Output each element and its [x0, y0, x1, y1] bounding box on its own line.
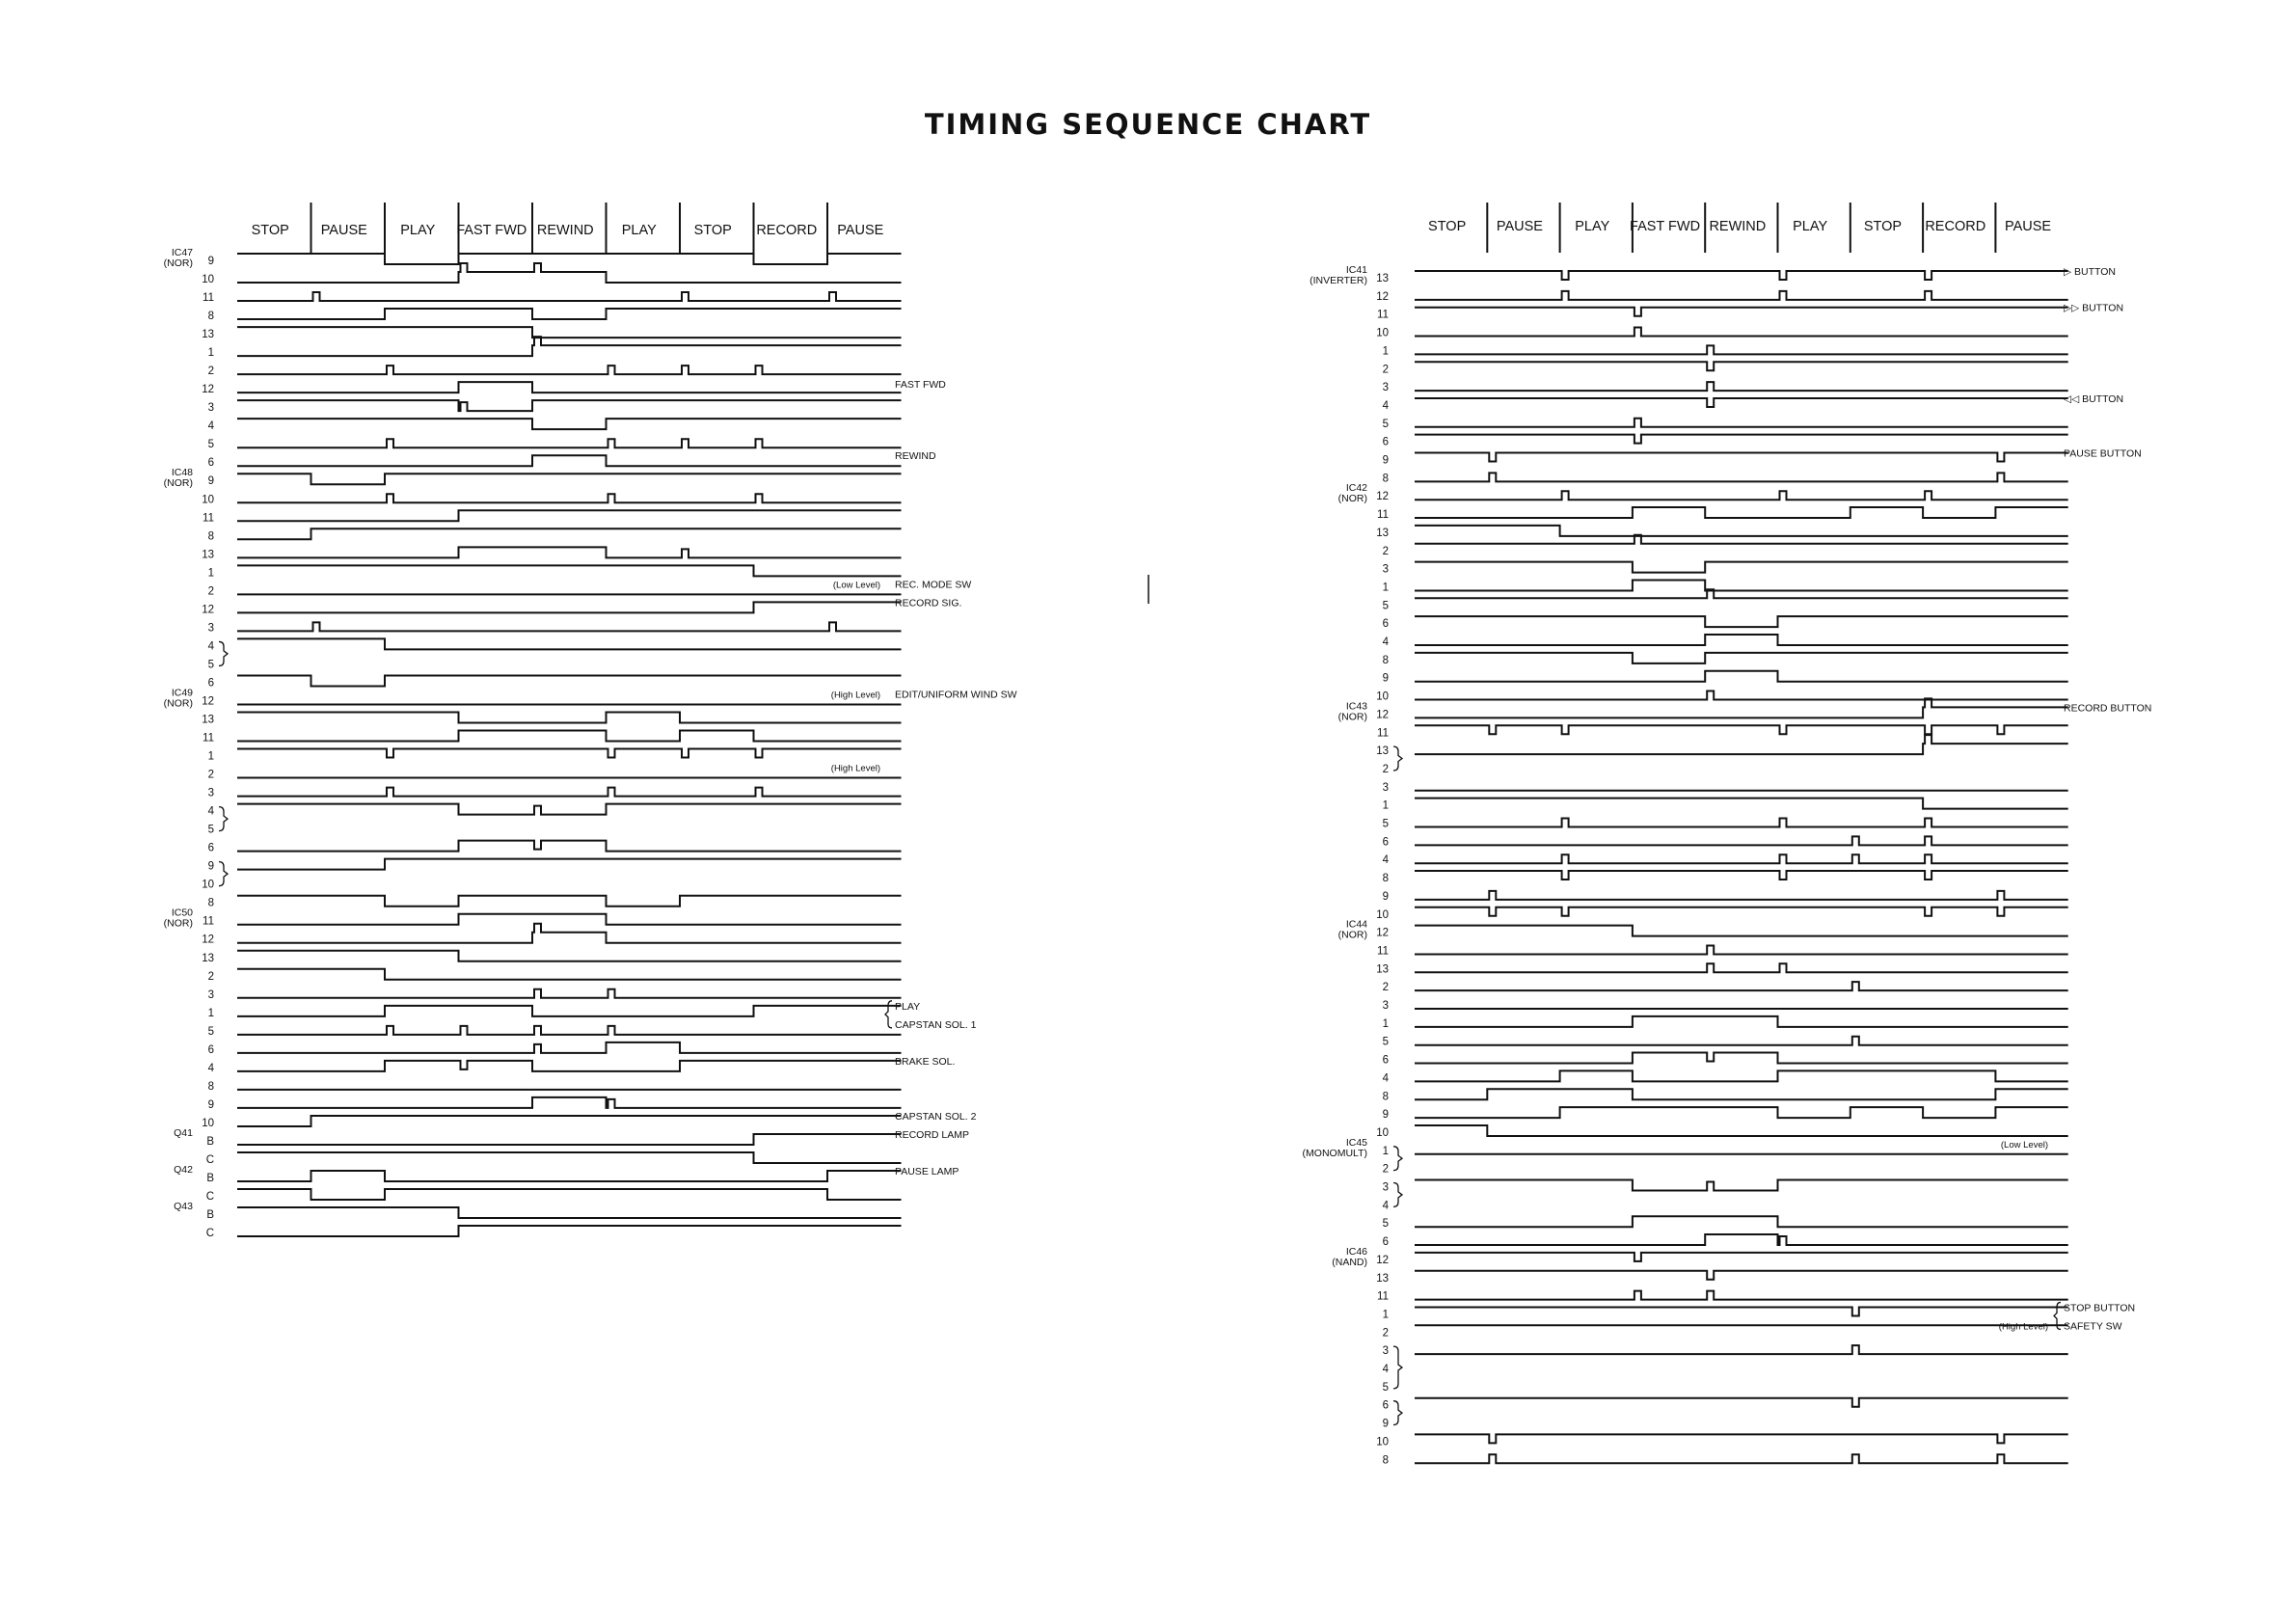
left_panel-signal-label: PAUSE LAMP	[895, 1166, 959, 1177]
left_panel-ic-label: IC50	[171, 907, 193, 919]
right_panel-signal-label: PAUSE BUTTON	[2064, 447, 2142, 460]
left_panel-pin-label: 4	[207, 805, 214, 818]
right_panel-pin-label: 2	[1382, 763, 1389, 775]
right_panel-pin-label: 8	[1382, 1091, 1389, 1103]
right_panel-waveform	[1415, 798, 2068, 809]
right_panel-waveform	[1415, 1107, 2068, 1118]
right_panel-waveform	[1415, 1271, 2068, 1280]
right_panel-pin-brace	[1393, 1183, 1402, 1207]
left_panel-pin-label: 2	[207, 769, 214, 781]
right_panel-pin-label: 10	[1376, 908, 1389, 921]
right_panel-waveform	[1415, 507, 2068, 518]
right_panel-pin-label: 2	[1382, 982, 1389, 994]
chart-title: TIMING SEQUENCE CHART	[924, 108, 1372, 141]
left_panel-state-9: PAUSE	[837, 223, 884, 238]
right_panel-pin-label: 3	[1382, 1345, 1389, 1358]
right_panel-pin-label: 5	[1382, 818, 1389, 830]
left_panel-waveform	[237, 254, 902, 264]
left_panel-signal-label: CAPSTAN SOL. 1	[895, 1018, 977, 1031]
left_panel-pin-label: 9	[207, 1098, 214, 1111]
left_panel-pin-label: 12	[202, 604, 214, 616]
right_panel-waveform	[1415, 382, 2068, 391]
left_panel-waveform	[237, 638, 902, 649]
right_panel-waveform	[1415, 945, 2068, 954]
right_panel-pin-label: 1	[1382, 1145, 1389, 1157]
left_panel-waveform	[237, 547, 902, 557]
left_panel-level-note: (Low Level)	[832, 580, 880, 591]
left_panel-pin-label: 5	[207, 824, 214, 836]
left_panel-pin-label: 2	[207, 365, 214, 378]
left_panel-pin-brace	[219, 641, 228, 665]
left_panel-waveform	[237, 455, 902, 466]
right_panel-pin-label: 1	[1382, 1017, 1389, 1030]
left_panel-waveform	[237, 924, 902, 943]
left_panel-ic-label: IC48	[171, 467, 193, 479]
left_panel-state-6: PLAY	[621, 223, 657, 238]
left_panel-pin-label: 13	[202, 329, 214, 341]
right_panel-signal-label: SAFETY SW	[2064, 1320, 2122, 1333]
right_panel-pin-label: 12	[1376, 290, 1389, 303]
right_panel-signal-label: RECORD BUTTON	[2064, 702, 2152, 715]
left_panel-signal-label: PLAY	[895, 1000, 921, 1013]
right_panel-waveform	[1415, 328, 2068, 337]
left_panel-ic-label: Q43	[174, 1201, 193, 1213]
left_panel-pin-label: 9	[207, 475, 214, 488]
right_panel-waveform	[1415, 491, 2068, 500]
right_panel-signal-label: ▷▷ BUTTON	[2064, 302, 2124, 314]
left_panel-waveform	[237, 1207, 902, 1218]
right_panel-state-1: STOP	[1428, 219, 1467, 234]
right_panel-waveform	[1415, 1253, 2068, 1261]
left_panel-pin-label: 10	[202, 494, 214, 506]
right_panel-waveform	[1415, 836, 2068, 845]
right_panel-pin-label: 2	[1382, 364, 1389, 376]
right_panel-waveform	[1415, 1070, 2068, 1081]
right_panel-waveform	[1415, 1125, 2068, 1136]
right_panel-pin-label: 2	[1382, 1163, 1389, 1176]
left_panel-state-8: RECORD	[756, 223, 818, 238]
right_panel-pin-label: 4	[1382, 1200, 1389, 1212]
right_panel-pin-label: 6	[1382, 618, 1389, 631]
right_panel-ic-label: (INVERTER)	[1310, 275, 1367, 286]
left_panel-pin-label: 8	[207, 897, 214, 909]
right_panel-pin-label: 9	[1382, 890, 1389, 903]
right_panel-pin-label: 11	[1377, 509, 1389, 522]
left_panel-pin-label: 3	[207, 988, 214, 1001]
left_panel-waveform	[237, 1226, 902, 1236]
left_panel-waveform	[237, 494, 902, 502]
right_panel-waveform	[1415, 1454, 2068, 1463]
left_panel-pin-label: 3	[207, 787, 214, 799]
right_panel-waveform	[1415, 635, 2068, 645]
left_panel-waveform	[237, 474, 902, 484]
left_panel-waveform	[237, 1006, 902, 1016]
right_panel-waveform	[1415, 698, 2068, 717]
left_panel-pin-label: 3	[207, 622, 214, 635]
left_panel-waveform	[237, 382, 902, 392]
left_panel-state-3: PLAY	[400, 223, 436, 238]
left_panel-signal-label: BRAKE SOL.	[895, 1055, 956, 1068]
right_panel-pin-label: 11	[1377, 727, 1389, 740]
right_panel-state-9: PAUSE	[2005, 219, 2052, 234]
left_panel-pin-label: 9	[207, 860, 214, 873]
left_panel-pin-label: 5	[207, 439, 214, 451]
right_panel-signal-label: STOP BUTTON	[2064, 1302, 2136, 1314]
left_panel-pin-label: C	[205, 1228, 214, 1240]
right_panel-pin-label: 1	[1382, 582, 1389, 594]
left_panel-pin-label: 4	[207, 1062, 214, 1074]
left_panel-pin-label: 6	[207, 1043, 214, 1056]
left_panel-pin-label: B	[206, 1209, 214, 1222]
left_panel-pin-label: C	[205, 1191, 214, 1204]
left_panel-state-7: STOP	[693, 223, 732, 238]
left_panel-waveform	[237, 510, 902, 521]
right_panel-pin-label: 6	[1382, 1236, 1389, 1249]
right_panel-pin-label: 3	[1382, 781, 1389, 794]
right_panel-pin-label: 3	[1382, 382, 1389, 394]
right_panel-pin-label: 10	[1376, 1126, 1389, 1139]
right_panel-waveform	[1415, 345, 2068, 354]
right_panel-ic-label: (NOR)	[1337, 493, 1367, 505]
right_panel-pin-label: 4	[1382, 854, 1389, 867]
left_panel-signal-label: REC. MODE SW	[895, 579, 972, 591]
left_panel-pin-brace	[219, 807, 228, 831]
left_panel-waveform	[237, 327, 902, 338]
left_panel-pin-label: 10	[202, 274, 214, 286]
right_panel-pin-label: 9	[1382, 454, 1389, 467]
left_panel-waveform	[237, 337, 902, 356]
left_panel-ic-label: (NOR)	[163, 257, 193, 269]
right_panel-pin-label: 13	[1376, 527, 1389, 539]
left_panel-waveform	[237, 859, 902, 870]
right_panel-state-6: PLAY	[1793, 219, 1828, 234]
left_panel-ic-label: (NOR)	[163, 477, 193, 490]
left_panel-state-5: REWIND	[536, 223, 594, 238]
right_panel-ic-label: IC44	[1345, 918, 1367, 931]
left_panel-waveform	[237, 989, 902, 998]
right_panel-pin-label: 12	[1376, 1254, 1389, 1266]
left_panel-state-4: FAST FWD	[456, 223, 527, 238]
left_panel-ic-label: IC49	[171, 687, 193, 699]
right_panel-waveform	[1415, 453, 2068, 462]
right_panel-state-8: RECORD	[1925, 219, 1986, 234]
left_panel-pin-label: 6	[207, 457, 214, 470]
left_panel-pin-label: 1	[207, 750, 214, 763]
right_panel-pin-label: 8	[1382, 873, 1389, 885]
left_panel-waveform	[237, 713, 902, 723]
right_panel-pin-label: 13	[1376, 745, 1389, 758]
right_panel-waveform	[1415, 1016, 2068, 1027]
right_panel-ic-label: IC45	[1345, 1136, 1367, 1149]
left_panel-waveform	[237, 292, 902, 301]
left_panel-waveform	[237, 263, 902, 283]
left_panel-waveform	[237, 602, 902, 612]
right_panel-waveform	[1415, 691, 2068, 700]
right_panel-ic-label: IC46	[1345, 1245, 1367, 1258]
right_panel-ic-label: (MONOMULT)	[1302, 1147, 1367, 1159]
left_panel-pin-label: 10	[202, 879, 214, 891]
right_panel-pin-label: 4	[1382, 1072, 1389, 1085]
right_panel-waveform	[1415, 580, 2068, 590]
right_panel-pin-label: 2	[1382, 545, 1389, 557]
right_panel-pin-label: 11	[1377, 1290, 1389, 1303]
left_panel-waveform	[237, 365, 902, 374]
right_panel-waveform	[1415, 907, 2068, 916]
left_panel-pin-label: B	[206, 1135, 214, 1148]
right_panel-pin-label: 1	[1382, 1309, 1389, 1321]
right_panel-pin-label: 1	[1382, 799, 1389, 812]
left_panel-pin-label: 11	[203, 292, 214, 305]
left_panel-level-note: (High Level)	[830, 763, 880, 774]
left_panel-pin-label: 8	[207, 1080, 214, 1093]
right_panel-waveform	[1415, 926, 2068, 936]
left_panel-pin-label: 8	[207, 311, 214, 323]
right_panel-ic-label: (NOR)	[1337, 711, 1367, 723]
right_panel-pin-label: 5	[1382, 1218, 1389, 1231]
left_panel-waveform	[237, 896, 902, 907]
left_panel-waveform	[237, 565, 902, 576]
left_panel-waveform	[237, 528, 902, 539]
left_panel-waveform	[237, 1134, 902, 1145]
right_panel-waveform	[1415, 526, 2068, 536]
right_panel-waveform	[1415, 871, 2068, 880]
right_panel-ic-label: (NAND)	[1332, 1256, 1367, 1268]
left_panel-waveform	[237, 1097, 902, 1108]
right_panel-waveform	[1415, 291, 2068, 300]
left_panel-pin-label: 3	[207, 402, 214, 415]
right_panel-pin-label: 6	[1382, 1054, 1389, 1067]
right_panel-waveform	[1415, 1291, 2068, 1300]
right_panel-pin-label: 10	[1376, 327, 1389, 339]
left_panel-waveform	[237, 841, 902, 852]
right_panel-pin-label: 4	[1382, 636, 1389, 648]
right_panel-waveform	[1415, 982, 2068, 990]
right_panel-waveform	[1415, 854, 2068, 863]
right_panel-waveform	[1415, 473, 2068, 481]
left_panel-pin-label: 11	[203, 732, 214, 744]
right_panel-pin-label: 12	[1376, 491, 1389, 503]
right_panel-pin-label: 9	[1382, 1418, 1389, 1430]
right_panel-ic-label: IC43	[1345, 700, 1367, 713]
left_panel-signal-label-fast-fwd: FAST FWD	[895, 379, 946, 391]
right_panel-pin-label: 6	[1382, 836, 1389, 849]
left_panel-pin-label: 1	[207, 347, 214, 360]
left_panel-pin-label: 1	[207, 1007, 214, 1019]
left_panel-pin-label: 5	[207, 659, 214, 671]
left_panel-pin-label: 13	[202, 549, 214, 561]
left_panel-waveform	[237, 439, 902, 447]
right_panel-waveform	[1415, 271, 2068, 280]
right_panel-pin-label: 10	[1376, 1436, 1389, 1448]
left_panel-pin-label: 5	[207, 1025, 214, 1038]
left_panel-ic-label: (NOR)	[163, 697, 193, 710]
left_panel-signal-label: CAPSTAN SOL. 2	[895, 1110, 977, 1123]
left_panel-pin-label: 2	[207, 585, 214, 598]
right_panel-waveform	[1415, 616, 2068, 627]
right_panel-pin-label: 6	[1382, 436, 1389, 448]
right_panel-waveform	[1415, 1216, 2068, 1227]
left_panel-signal-label: REWIND	[895, 450, 936, 463]
left_panel-ic-label: (NOR)	[163, 917, 193, 930]
left_panel-signal-label: RECORD LAMP	[895, 1128, 970, 1141]
left_panel-pin-brace	[219, 862, 228, 886]
right_panel-pin-label: 4	[1382, 399, 1389, 412]
right_panel-waveform	[1415, 419, 2068, 427]
left_panel-waveform	[237, 1116, 902, 1126]
left_panel-waveform	[237, 804, 902, 815]
left_panel-pin-label: 4	[207, 420, 214, 433]
right_panel-pin-label: 5	[1382, 1036, 1389, 1048]
right_panel-pin-label: 5	[1382, 600, 1389, 612]
left_panel-pin-label: 12	[202, 384, 214, 396]
left_panel-ic-label: Q42	[174, 1164, 193, 1176]
right_panel-pin-label: 3	[1382, 1181, 1389, 1194]
right_panel-pin-label: 2	[1382, 1327, 1389, 1340]
right_panel-pin-label: 9	[1382, 1109, 1389, 1122]
right_panel-state-3: PLAY	[1575, 219, 1610, 234]
right_panel-waveform	[1415, 435, 2068, 444]
right_panel-pin-label: 11	[1377, 309, 1389, 321]
right_panel-pin-label: 5	[1382, 1381, 1389, 1394]
right_panel-ic-label: (NOR)	[1337, 929, 1367, 941]
right_panel-level-note: (High Level)	[1998, 1321, 2048, 1333]
left_panel-waveform	[237, 419, 902, 429]
right_panel-pin-label: 8	[1382, 1454, 1389, 1467]
right_panel-level-note: (Low Level)	[2000, 1139, 2048, 1150]
left_panel-signal-label: EDIT/UNIFORM WIND SW	[895, 689, 1017, 701]
right_panel-waveform	[1415, 1180, 2068, 1191]
left_panel-pin-label: 2	[207, 970, 214, 983]
right_panel-state-5: REWIND	[1709, 219, 1767, 234]
right_panel-waveform	[1415, 725, 2068, 734]
right_panel-state-4: FAST FWD	[1630, 219, 1701, 234]
left_panel-pin-label: 11	[203, 915, 214, 928]
right_panel-pin-label: 5	[1382, 418, 1389, 430]
right_panel-pin-label: 11	[1377, 945, 1389, 958]
right_panel-pin-label: 3	[1382, 1000, 1389, 1012]
right_panel-pin-label: 3	[1382, 563, 1389, 576]
right_panel-waveform	[1415, 308, 2068, 316]
right_panel-waveform	[1415, 819, 2068, 827]
left_panel-pin-label: 6	[207, 677, 214, 690]
left_panel-waveform	[237, 309, 902, 319]
right_panel-waveform	[1415, 1053, 2068, 1064]
right_panel-waveform	[1415, 562, 2068, 573]
right_panel-waveform	[1415, 1089, 2068, 1099]
left_panel-waveform	[237, 1061, 902, 1071]
left_panel-waveform	[237, 1026, 902, 1035]
right_panel-pin-label: 12	[1376, 927, 1389, 939]
right_panel-waveform	[1415, 1234, 2068, 1245]
left_panel-signal-label: RECORD SIG.	[895, 597, 962, 609]
left_panel-pin-label: 4	[207, 640, 214, 653]
left_panel-pin-label: C	[205, 1153, 214, 1166]
right_panel-ic-label: IC42	[1345, 482, 1367, 495]
left_panel-level-note: (High Level)	[830, 690, 880, 701]
right_panel-pin-brace	[1393, 746, 1402, 771]
left_panel-waveform	[237, 675, 902, 686]
right_panel-pin-brace	[1393, 1147, 1402, 1171]
left_panel-waveform	[237, 1152, 902, 1163]
right_panel-signal-label: ◁◁ BUTTON	[2064, 392, 2124, 405]
left_panel-waveform	[237, 1171, 902, 1181]
left_panel-pin-label: 10	[202, 1117, 214, 1129]
right_panel-waveform	[1415, 398, 2068, 407]
left_panel-pin-label: 1	[207, 567, 214, 580]
right_panel-waveform	[1415, 1037, 2068, 1045]
left_panel-waveform	[237, 749, 902, 758]
left_panel-state-2: PAUSE	[320, 223, 367, 238]
left_panel-waveform	[237, 1042, 902, 1053]
right_panel-pin-label: 12	[1376, 709, 1389, 721]
right_panel-state-2: PAUSE	[1496, 219, 1543, 234]
right_panel-state-7: STOP	[1863, 219, 1903, 234]
left_panel-waveform	[237, 951, 902, 961]
left_panel-pin-label: B	[206, 1173, 214, 1184]
right_panel-pin-label: 13	[1376, 1272, 1389, 1285]
left_panel-pin-label: 9	[207, 256, 214, 267]
left_panel-state-1: STOP	[251, 223, 289, 238]
left_panel-pin-label: 12	[202, 934, 214, 946]
left_panel-pin-label: 8	[207, 530, 214, 543]
left_panel-pin-label: 11	[203, 512, 214, 525]
right_panel-waveform	[1415, 963, 2068, 972]
left_panel-pin-label: 13	[202, 714, 214, 726]
right_panel-pin-label: 8	[1382, 473, 1389, 485]
right_panel-waveform	[1415, 1345, 2068, 1354]
right_panel-pin-label: 10	[1376, 690, 1389, 703]
left_panel-pin-label: 13	[202, 952, 214, 964]
left_panel-waveform	[237, 788, 902, 797]
left_panel-pin-label: 6	[207, 842, 214, 854]
right_panel-pin-label: 1	[1382, 345, 1389, 358]
right_panel-pin-label: 8	[1382, 654, 1389, 666]
right_panel-pin-label: 13	[1376, 273, 1389, 284]
right_panel-waveform	[1415, 891, 2068, 900]
left_panel-waveform	[237, 400, 902, 411]
right_panel-pin-label: 6	[1382, 1399, 1389, 1412]
right_panel-pin-label: 13	[1376, 963, 1389, 976]
right_panel-waveform	[1415, 1307, 2068, 1315]
right_panel-pin-brace	[1393, 1401, 1402, 1425]
right_panel-waveform	[1415, 735, 2068, 754]
left_panel-waveform	[237, 969, 902, 980]
right_panel-pin-label: 9	[1382, 672, 1389, 685]
right_panel-waveform	[1415, 671, 2068, 682]
right_panel-signal-label: ▷ BUTTON	[2064, 266, 2116, 278]
right_panel-pin-brace	[1393, 1346, 1402, 1389]
left_panel-ic-label: Q41	[174, 1126, 193, 1139]
right_panel-waveform	[1415, 653, 2068, 663]
right_panel-waveform	[1415, 1434, 2068, 1443]
left_panel-waveform	[237, 1189, 902, 1200]
left_panel-pin-label: 12	[202, 695, 214, 708]
right_panel-pin-label: 4	[1382, 1364, 1389, 1375]
right_panel-waveform	[1415, 1398, 2068, 1407]
left_panel-waveform	[237, 731, 902, 742]
right_panel-waveform	[1415, 362, 2068, 370]
right_panel-ic-label: IC41	[1345, 264, 1367, 276]
left_panel-waveform	[237, 914, 902, 925]
left_panel-waveform	[237, 622, 902, 631]
left_panel-ic-label: IC47	[171, 247, 193, 258]
